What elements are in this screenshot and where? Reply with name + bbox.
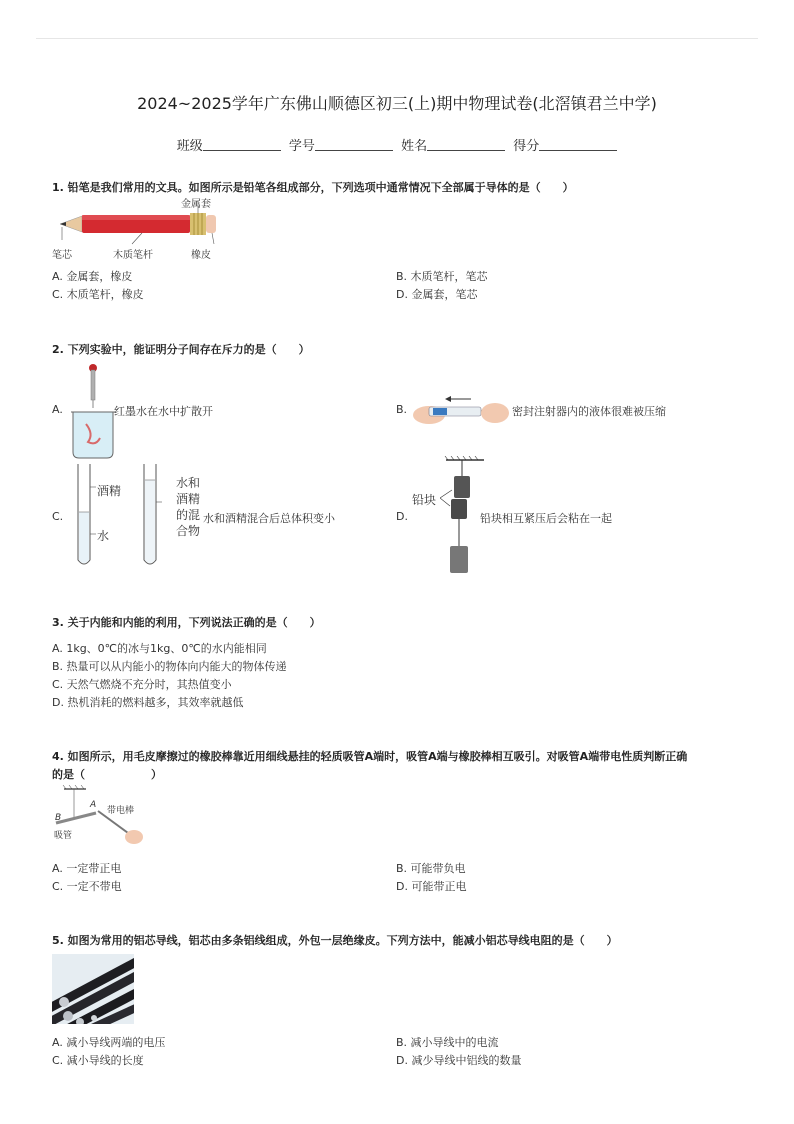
- page-title: 2024~2025学年广东佛山顺德区初三(上)期中物理试卷(北滘镇君兰中学): [137, 94, 657, 113]
- q5-option-d[interactable]: D. 减少导线中铝线的数量: [396, 1054, 522, 1067]
- aluminum-wire-photo: [52, 954, 134, 1024]
- q4-option-a[interactable]: A. 一定带正电: [52, 862, 122, 875]
- q2-option-c-text[interactable]: 水和酒精混合后总体积变小: [203, 512, 335, 525]
- q1-option-a[interactable]: A. 金属套，橡皮: [52, 270, 133, 283]
- q2-label-alcohol: 酒精: [97, 484, 122, 498]
- q1-stem: 1. 铅笔是我们常用的文具。如图所示是铅笔各组成部分，下列选项中通常情况下全部属于导体的是（ ）: [52, 181, 574, 194]
- q5-stem: 5. 如图为常用的铝芯导线，铝芯由多条铝线组成，外包一层绝缘皮。下列方法中，能减小铝芯导线电阻的是（ ）: [52, 934, 618, 947]
- class-label: 班级: [176, 139, 203, 154]
- student-info-row: [0, 135, 794, 154]
- q2-option-a-text[interactable]: 红墨水在水中扩散开: [114, 405, 213, 418]
- name-field[interactable]: [427, 138, 505, 151]
- q4-label-straw: 吸管: [54, 831, 73, 841]
- q1-label-wood: 木质笔杆: [113, 250, 153, 261]
- top-divider: [36, 38, 758, 39]
- q2-option-d-letter[interactable]: D.: [396, 510, 408, 523]
- q3-option-b[interactable]: B. 热量可以从内能小的物体向内能大的物体传递: [52, 660, 287, 673]
- q4-option-c[interactable]: C. 一定不带电: [52, 880, 122, 893]
- q1-label-metal: 金属套: [181, 199, 211, 210]
- q1-label-eraser: 橡皮: [191, 250, 211, 261]
- q4-option-d[interactable]: D. 可能带正电: [396, 880, 467, 893]
- number-label: 学号: [288, 139, 315, 154]
- q1-option-b[interactable]: B. 木质笔杆，笔芯: [396, 270, 488, 283]
- q2-option-b-text[interactable]: 密封注射器内的液体很难被压缩: [512, 405, 666, 418]
- name-label: 姓名: [401, 139, 428, 154]
- number-field[interactable]: [315, 138, 393, 151]
- q2-option-c-letter[interactable]: C.: [52, 510, 64, 523]
- q5-option-a[interactable]: A. 减小导线两端的电压: [52, 1036, 166, 1049]
- q3-option-a[interactable]: A. 1kg、0℃的冰与1kg、0℃的水内能相同: [52, 642, 267, 655]
- q2-label-mix-4: 合物: [176, 524, 201, 538]
- q3-stem: 3. 关于内能和内能的利用，下列说法正确的是（ ）: [52, 616, 321, 629]
- q5-option-b[interactable]: B. 减小导线中的电流: [396, 1036, 499, 1049]
- q4-stem-line2: 的是（ ）: [52, 768, 162, 781]
- q1-label-core: 笔芯: [52, 250, 72, 261]
- q4-label-b: B: [55, 813, 62, 823]
- class-field[interactable]: [203, 138, 281, 151]
- q4-label-rod: 带电棒: [107, 806, 135, 816]
- q2-label-mix-3: 的混: [176, 508, 201, 522]
- beaker-ink-figure: [66, 362, 116, 462]
- score-field[interactable]: [539, 138, 617, 151]
- q2-option-a-letter[interactable]: A.: [52, 403, 63, 416]
- q2-label-water: 水: [97, 529, 110, 543]
- score-label: 得分: [513, 139, 540, 154]
- q3-option-d[interactable]: D. 热机消耗的燃料越多，其效率就越低: [52, 696, 244, 709]
- q2-stem: 2. 下列实验中，能证明分子间存在斥力的是（ ）: [52, 343, 310, 356]
- q2-label-mix-2: 酒精: [176, 492, 201, 506]
- q5-option-c[interactable]: C. 减小导线的长度: [52, 1054, 144, 1067]
- q1-option-c[interactable]: C. 木质笔杆，橡皮: [52, 288, 144, 301]
- q2-option-d-text[interactable]: 铅块相互紧压后会粘在一起: [480, 512, 612, 525]
- q2-label-lead: 铅块: [412, 493, 437, 507]
- q4-stem-line1: 4. 如图所示，用毛皮摩擦过的橡胶棒靠近用细线悬挂的轻质吸管A端时，吸管A端与橡胶棒相互吸引。对吸管A端带电性质判断正确: [52, 750, 688, 763]
- q3-option-c[interactable]: C. 天然气燃烧不充分时，其热值变小: [52, 678, 232, 691]
- syringe-figure: [411, 393, 511, 429]
- q4-option-b[interactable]: B. 可能带负电: [396, 862, 466, 875]
- q2-label-mix-1: 水和: [176, 476, 201, 490]
- test-tubes-figure: [66, 462, 176, 572]
- q4-label-a: A: [90, 800, 97, 810]
- q1-option-d[interactable]: D. 金属套，笔芯: [396, 288, 478, 301]
- q2-option-b-letter[interactable]: B.: [396, 403, 408, 416]
